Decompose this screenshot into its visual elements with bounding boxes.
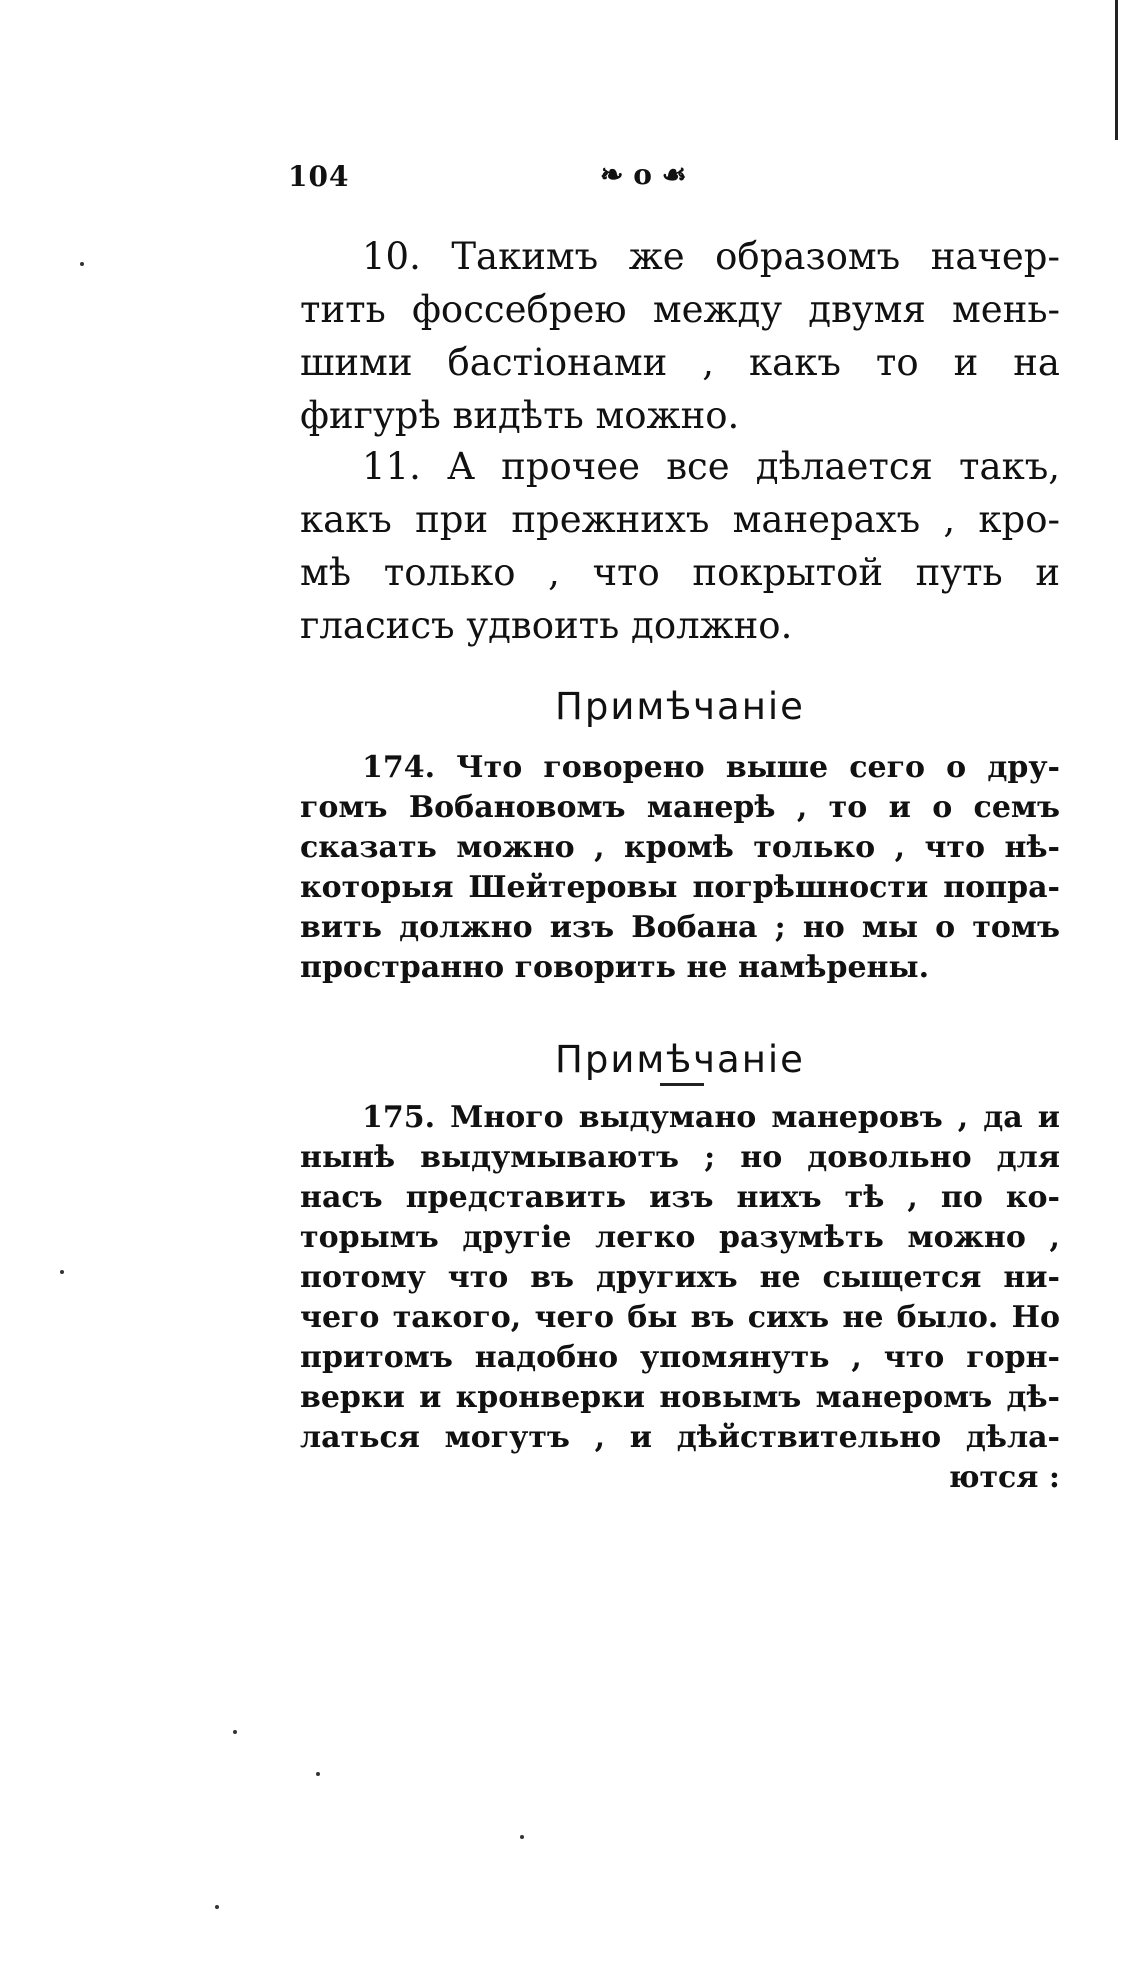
scan-speck xyxy=(80,262,84,266)
scan-speck xyxy=(316,1772,320,1776)
text-line: ются : xyxy=(948,1460,1060,1495)
text-line: гомъ Вобановомъ манерѣ , то и о семъ xyxy=(300,790,1060,825)
text-line: какъ при прежнихъ манерахъ , кро- xyxy=(300,498,1060,541)
text-line: шими бастіонами , какъ то и на xyxy=(300,341,1060,384)
text-line: которыя Шейтеровы погрѣшности попра- xyxy=(300,870,1060,905)
scan-speck xyxy=(60,1270,64,1274)
text-line: верки и кронверки новымъ манеромъ дѣ- xyxy=(300,1380,1060,1415)
text-line: мѣ только , что покрытой путь и xyxy=(300,551,1060,594)
note-174 xyxy=(300,748,1060,988)
section-10 xyxy=(300,230,1060,442)
page-number: 104 xyxy=(288,160,350,193)
text-line: насъ представить изъ нихъ тѣ , по ко- xyxy=(300,1180,1060,1215)
text-line: вить должно изъ Вобана ; но мы о томъ xyxy=(300,910,1060,945)
text-line: тить фоссебрею между двумя мень- xyxy=(300,288,1060,331)
text-line: латься могутъ , и дѣйствительно дѣла- xyxy=(300,1420,1060,1455)
text-line: 11. А прочее все дѣлается такъ, xyxy=(362,445,1060,488)
text-line: притомъ надобно упомянуть , что горн- xyxy=(300,1340,1060,1375)
text-line: 10. Такимъ же образомъ начер- xyxy=(362,235,1060,278)
note-175-heading: Примѣчаніе xyxy=(555,1038,805,1081)
header-ornament: ❧ o ☙ xyxy=(600,158,687,191)
text-line: потому что въ другихъ не сыщется ни- xyxy=(300,1260,1060,1295)
text-line: 174. Что говорено выше сего о дру- xyxy=(362,750,1060,785)
text-line: нынѣ выдумываютъ ; но довольно для xyxy=(300,1140,1060,1175)
text-line: фигурѣ видѣть можно. xyxy=(300,394,740,437)
scan-speck xyxy=(215,1905,219,1909)
text-line: торымъ другіе легко разумѣть можно , xyxy=(300,1220,1060,1255)
margin-rule xyxy=(1115,0,1118,140)
note-174-heading: Примѣчаніе xyxy=(555,685,805,728)
section-11 xyxy=(300,440,1060,652)
scan-speck xyxy=(520,1835,524,1839)
text-line: 175. Много выдумано манеровъ , да и xyxy=(362,1100,1060,1135)
text-line: гласисъ удвоить должно. xyxy=(300,604,793,647)
note-175 xyxy=(300,1098,1060,1498)
text-line: чего такого, чего бы въ сихъ не было. Но xyxy=(300,1300,1060,1335)
heading-underline xyxy=(660,1083,704,1086)
text-line: сказать можно , кромѣ только , что нѣ- xyxy=(300,830,1060,865)
scan-speck xyxy=(233,1730,237,1734)
text-line: пространно говорить не намѣрены. xyxy=(300,950,930,985)
